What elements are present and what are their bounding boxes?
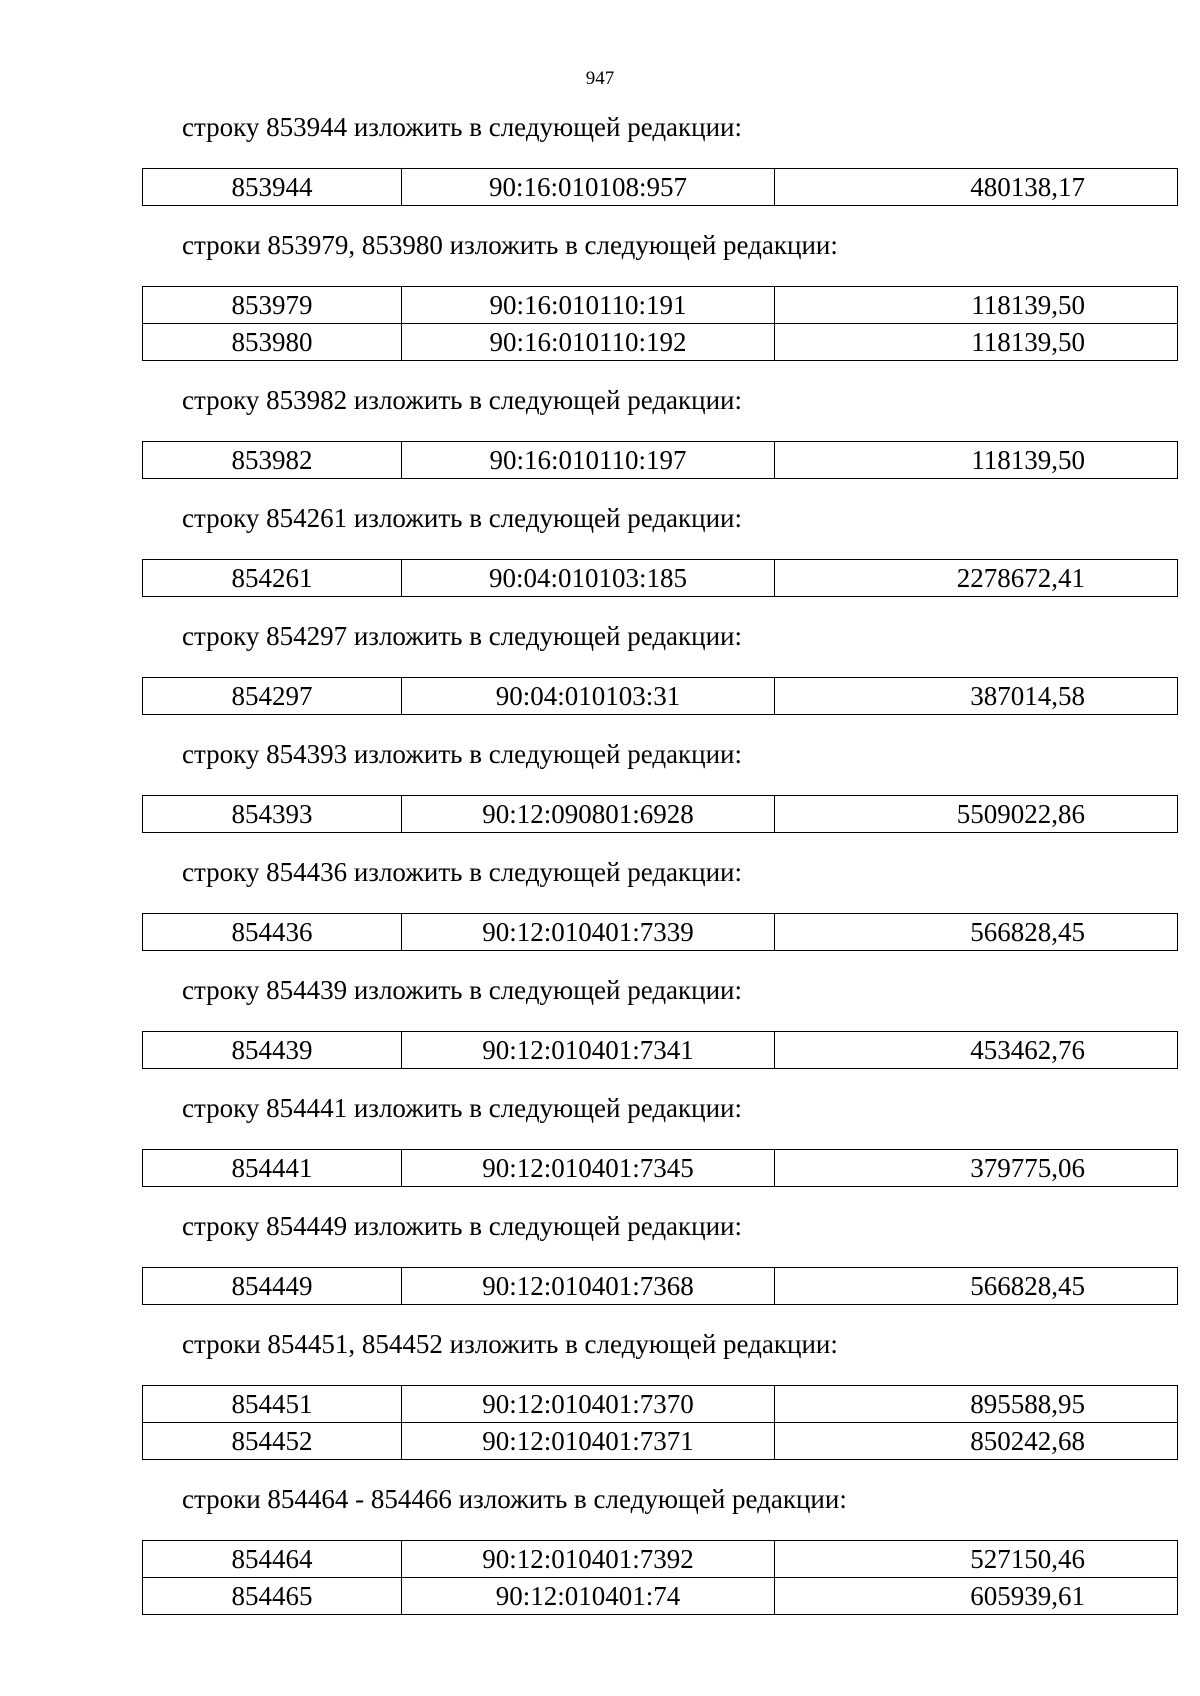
document-body	[142, 110, 1085, 1637]
amendment-section	[142, 228, 1085, 361]
row-number-cell: 854439	[143, 1032, 402, 1069]
cadastral-number-cell: 90:12:010401:7392	[402, 1541, 775, 1578]
amendment-table	[142, 1540, 1178, 1615]
value-cell: 453462,76	[775, 1032, 1178, 1069]
amendment-table	[142, 1385, 1178, 1460]
amendment-intro: строку 854439 изложить в следующей редакции:	[182, 975, 743, 1005]
value-cell: 480138,17	[775, 169, 1178, 206]
table-row	[143, 560, 1178, 597]
amendment-intro: строку 854441 изложить в следующей редакции:	[182, 1093, 743, 1123]
amendment-intro: строку 854297 изложить в следующей редакции:	[182, 621, 743, 651]
table-row	[143, 1032, 1178, 1069]
amendment-section	[142, 501, 1085, 597]
amendment-intro: строки 854451, 854452 изложить в следующей редакции:	[182, 1329, 838, 1359]
amendment-table	[142, 677, 1178, 715]
amendment-section	[142, 619, 1085, 715]
row-number-cell: 853982	[143, 442, 402, 479]
amendment-table	[142, 913, 1178, 951]
value-cell: 566828,45	[775, 914, 1178, 951]
amendment-table	[142, 795, 1178, 833]
cadastral-number-cell: 90:12:010401:7368	[402, 1268, 775, 1305]
amendment-intro: строки 854464 - 854466 изложить в следующей редакции:	[182, 1484, 847, 1514]
row-number-cell: 854464	[143, 1541, 402, 1578]
amendment-section	[142, 1327, 1085, 1460]
cadastral-number-cell: 90:16:010110:197	[402, 442, 775, 479]
amendment-table	[142, 559, 1178, 597]
table-row	[143, 1268, 1178, 1305]
amendment-section	[142, 737, 1085, 833]
cadastral-number-cell: 90:12:010401:7339	[402, 914, 775, 951]
cadastral-number-cell: 90:16:010108:957	[402, 169, 775, 206]
value-cell: 2278672,41	[775, 560, 1178, 597]
table-row	[143, 678, 1178, 715]
table-row	[143, 1386, 1178, 1423]
value-cell: 118139,50	[775, 442, 1178, 479]
row-number-cell: 854441	[143, 1150, 402, 1187]
amendment-section	[142, 973, 1085, 1069]
value-cell: 895588,95	[775, 1386, 1178, 1423]
table-row	[143, 169, 1178, 206]
value-cell: 527150,46	[775, 1541, 1178, 1578]
amendment-section	[142, 1091, 1085, 1187]
cadastral-number-cell: 90:12:010401:7341	[402, 1032, 775, 1069]
row-number-cell: 854261	[143, 560, 402, 597]
amendment-section	[142, 110, 1085, 206]
amendment-section	[142, 855, 1085, 951]
value-cell: 850242,68	[775, 1423, 1178, 1460]
row-number-cell: 853980	[143, 324, 402, 361]
row-number-cell: 854393	[143, 796, 402, 833]
amendment-intro: строку 854449 изложить в следующей редакции:	[182, 1211, 743, 1241]
row-number-cell: 854465	[143, 1578, 402, 1615]
cadastral-number-cell: 90:16:010110:192	[402, 324, 775, 361]
row-number-cell: 853979	[143, 287, 402, 324]
table-row	[143, 1150, 1178, 1187]
value-cell: 605939,61	[775, 1578, 1178, 1615]
row-number-cell: 854452	[143, 1423, 402, 1460]
cadastral-number-cell: 90:04:010103:185	[402, 560, 775, 597]
cadastral-number-cell: 90:04:010103:31	[402, 678, 775, 715]
table-row	[143, 1541, 1178, 1578]
amendment-intro: строку 853944 изложить в следующей редакции:	[182, 112, 743, 142]
value-cell: 5509022,86	[775, 796, 1178, 833]
value-cell: 566828,45	[775, 1268, 1178, 1305]
table-row	[143, 914, 1178, 951]
amendment-table	[142, 1149, 1178, 1187]
amendment-section	[142, 383, 1085, 479]
table-row	[143, 1578, 1178, 1615]
value-cell: 387014,58	[775, 678, 1178, 715]
row-number-cell: 854451	[143, 1386, 402, 1423]
cadastral-number-cell: 90:12:010401:7371	[402, 1423, 775, 1460]
row-number-cell: 854436	[143, 914, 402, 951]
amendment-table	[142, 441, 1178, 479]
page-number: 947	[585, 68, 615, 89]
amendment-table	[142, 1267, 1178, 1305]
cadastral-number-cell: 90:16:010110:191	[402, 287, 775, 324]
cadastral-number-cell: 90:12:010401:7370	[402, 1386, 775, 1423]
row-number-cell: 854297	[143, 678, 402, 715]
amendment-intro: строку 853982 изложить в следующей редакции:	[182, 385, 743, 415]
table-row	[143, 287, 1178, 324]
row-number-cell: 854449	[143, 1268, 402, 1305]
table-row	[143, 324, 1178, 361]
row-number-cell: 853944	[143, 169, 402, 206]
cadastral-number-cell: 90:12:010401:7345	[402, 1150, 775, 1187]
amendment-intro: строки 853979, 853980 изложить в следующей редакции:	[182, 230, 838, 260]
cadastral-number-cell: 90:12:090801:6928	[402, 796, 775, 833]
table-row	[143, 442, 1178, 479]
table-row	[143, 796, 1178, 833]
amendment-table	[142, 168, 1178, 206]
amendment-section	[142, 1482, 1085, 1615]
amendment-intro: строку 854393 изложить в следующей редакции:	[182, 739, 743, 769]
amendment-table	[142, 286, 1178, 361]
value-cell: 118139,50	[775, 324, 1178, 361]
amendment-section	[142, 1209, 1085, 1305]
value-cell: 118139,50	[775, 287, 1178, 324]
cadastral-number-cell: 90:12:010401:74	[402, 1578, 775, 1615]
amendment-table	[142, 1031, 1178, 1069]
amendment-intro: строку 854436 изложить в следующей редакции:	[182, 857, 743, 887]
table-row	[143, 1423, 1178, 1460]
amendment-intro: строку 854261 изложить в следующей редакции:	[182, 503, 743, 533]
value-cell: 379775,06	[775, 1150, 1178, 1187]
